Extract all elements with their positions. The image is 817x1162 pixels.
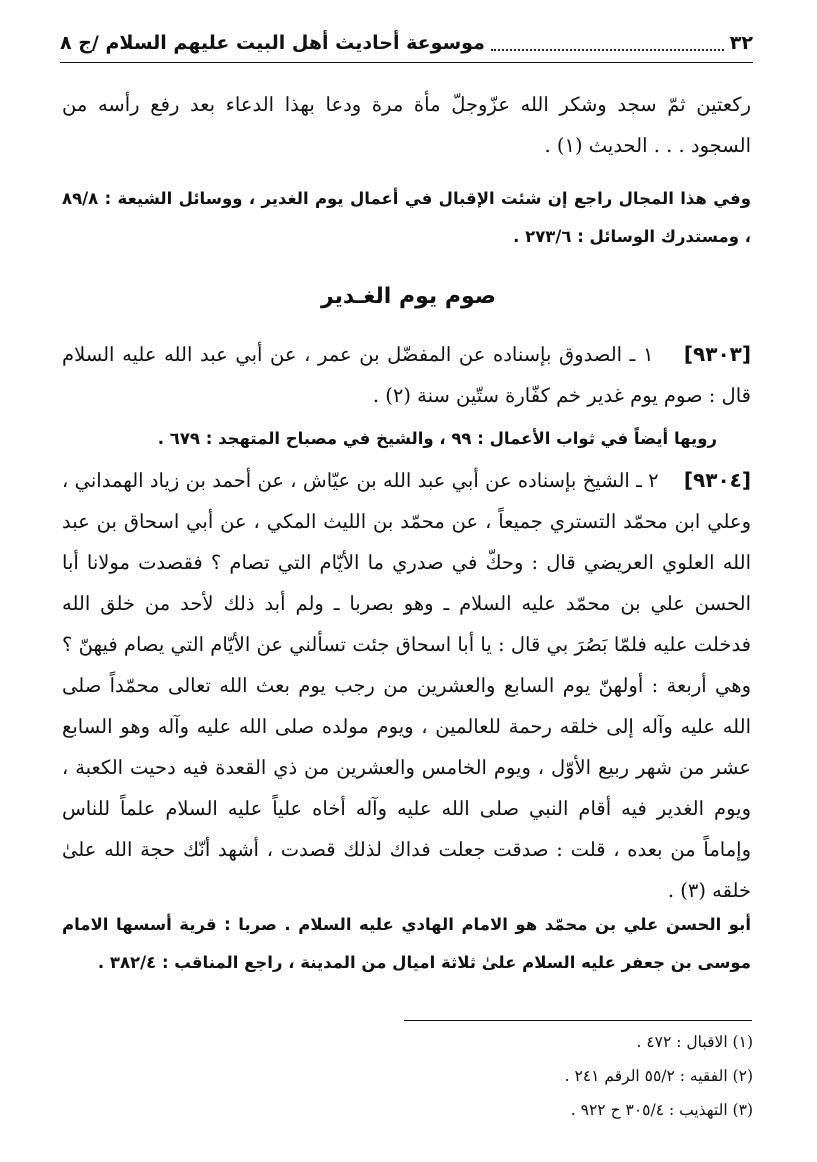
footnote-2: (٢) الفقيه : ٥٥/٢ الرقم ٢٤١ . [564, 1067, 753, 1085]
header-rule [60, 62, 753, 63]
intro-note: وفي هذا المجال راجع إن شئت الإقبال في أعمال يوم الغدير ، ووسائل الشيعة : ٨٩/٨ ، ومستدرك الوسائل : ٢٧٣/٦ . [62, 189, 751, 246]
hadith-9303 [62, 334, 751, 416]
footnote-3: (٣) التهذيب : ٣٠٥/٤ ح ٩٢٢ . [570, 1101, 753, 1119]
hadith-number: [٩٣٠٤] [683, 468, 751, 492]
intro-paragraph: ركعتين ثمّ سجد وشكر الله عزّوجلّ مأة مرة ودعا بهذا الدعاء بعد رفع رأسه من السجود . . . الحديث (١) . [62, 93, 751, 157]
header-dot-leader [491, 35, 724, 51]
section-heading: صوم يوم الغـدير [320, 284, 497, 309]
hadith-9304-note: أبو الحسن علي بن محمّد هو الامام الهادي عليه السلام . صربا : قرية أسسها الامام موسى بن جعفر عليه السلام علىٰ ثلاثة اميال من المدينة ، راجع المناقب : ٣٨٢/٤ . [62, 915, 751, 972]
hadith-text: ٢ ـ الشيخ بإسناده عن أبي عبد الله بن عيّاش ، عن أحمد بن زياد الهمداني ، وعلي ابن محمّد التستري جميعاً ، عن محمّد بن الليث المكي ، عن أبي اسحاق بن عبد الله العلوي العريضي قال : وحكّ في صدري ما الأيّام التي تصام ؟ فقصدت مولانا أبا الحسن علي بن محمّد عليه السلام ـ وهو بصربا ـ ولم أبد ذلك لأحد من خلق الله فدخلت عليه فلمّا بَصُرَ بي قال : يا أبا اسحاق جئت تسألني عن الأيّام التي يصام فيهنّ ؟ وهي أربعة : أولهنّ يوم السابع والعشرين من رجب يوم بعث الله تعالى محمّداً صلى الله عليه وآله إلى خلقه رحمة للعالمين ، ويوم مولده صلى الله عليه وآله وهو السابع عشر من شهر ربيع الأوّل ، ويوم الخامس والعشرين من ذي القعدة فيه دحيت الكعبة ، ويوم الغدير فيه أقام النبي صلى الله عليه وآله أخاه علياً عليه السلام علماً للناس وإماماً من بعده ، قلت : صدقت جعلت فداك لذلك قصدت ، أشهد أنّك حجة الله علىٰ خلقه (٣) . [62, 469, 752, 902]
footnote-rule [404, 1020, 752, 1021]
page-header [60, 26, 753, 60]
running-title: موسوعة أحاديث أهل البيت عليهم السلام /ج ٨ [60, 32, 485, 54]
hadith-text: ١ ـ الصدوق بإسناده عن المفضّل بن عمر ، عن أبي عبد الله عليه السلام قال : صوم يوم غدير خم كفّارة ستّين سنة (٢) . [62, 343, 751, 407]
hadith-9303-note: رويها أيضاً في ثواب الأعمال : ٩٩ ، والشيخ في مصباح المتهجد : ٦٧٩ . [157, 429, 717, 448]
hadith-number: [٩٣٠٣] [683, 342, 751, 366]
hadith-9304 [62, 460, 751, 911]
page-number: ٣٢ [729, 32, 753, 54]
footnote-1: (١) الاقبال : ٤٧٢ . [636, 1033, 753, 1051]
